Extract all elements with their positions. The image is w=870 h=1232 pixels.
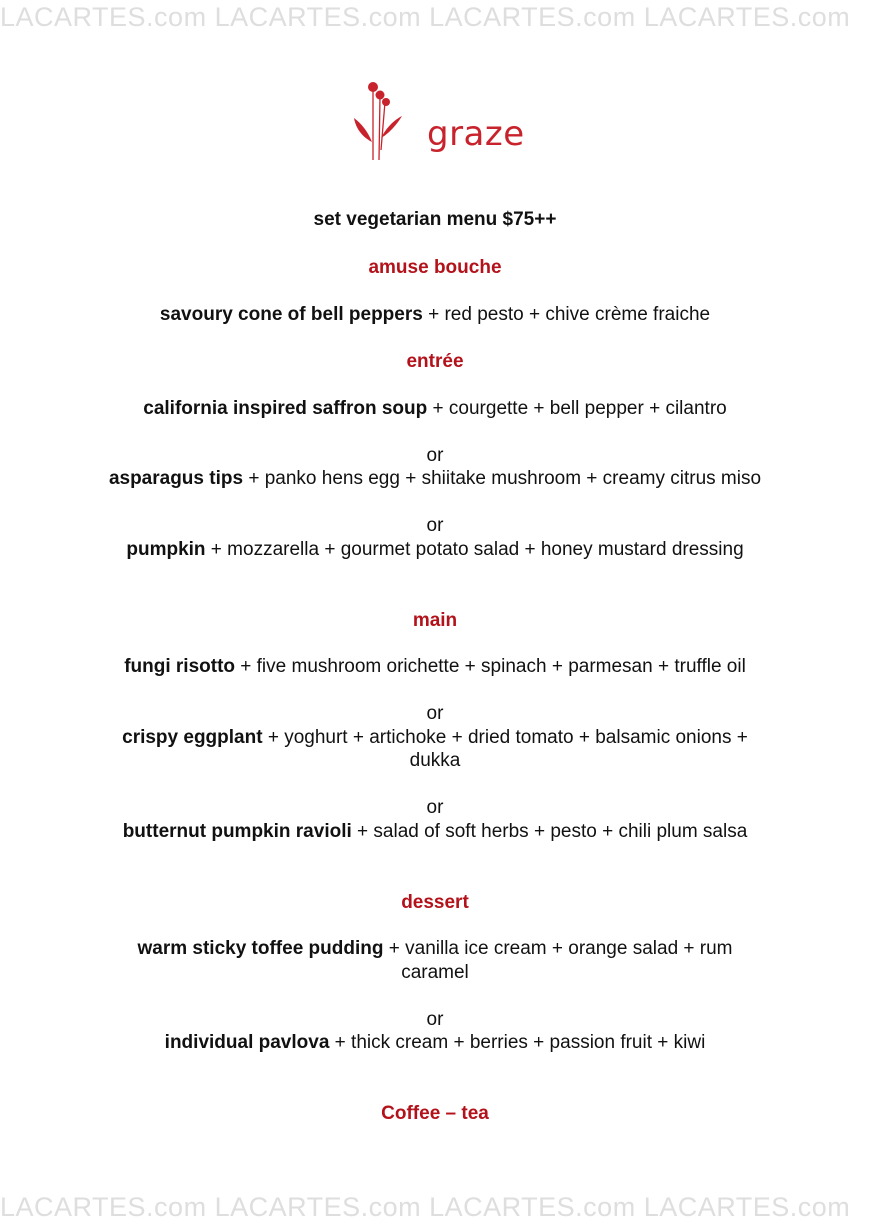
or-separator: or xyxy=(426,797,444,818)
dish-name: butternut pumpkin ravioli xyxy=(122,821,352,842)
watermark-text: LACARTES.com xyxy=(214,2,422,32)
section-heading-main: main xyxy=(412,610,458,631)
or-separator: or xyxy=(426,1009,444,1030)
menu-item xyxy=(0,1031,870,1054)
menu-item xyxy=(0,397,870,420)
dish-description: + yoghurt + artichoke + dried tomato + balsamic onions + xyxy=(262,727,748,748)
dish-description: + panko hens egg + shiitake mushroom + creamy citrus miso xyxy=(243,468,762,489)
menu-item xyxy=(0,303,870,326)
menu-item xyxy=(0,820,870,843)
watermark-bottom xyxy=(0,1192,870,1232)
menu-item-continued: dukka xyxy=(409,750,461,771)
dish-name: fungi risotto xyxy=(124,656,235,677)
watermark-top xyxy=(0,2,870,42)
menu-item-continued: caramel xyxy=(401,962,469,983)
brand-name: graze xyxy=(427,114,525,154)
menu-item xyxy=(0,937,870,960)
section-heading-amuse-bouche: amuse bouche xyxy=(368,257,502,278)
watermark-text: LACARTES.com xyxy=(214,1192,422,1222)
watermark-text: LACARTES.com xyxy=(643,2,851,32)
dish-description: + vanilla ice cream + orange salad + rum xyxy=(383,938,733,959)
dish-name: savoury cone of bell peppers xyxy=(159,304,423,325)
watermark-text: LACARTES.com xyxy=(429,2,636,32)
dish-description: + mozzarella + gourmet potato salad + honey mustard dressing xyxy=(205,539,744,560)
dish-description: + red pesto + chive crème fraiche xyxy=(422,304,711,325)
dish-name: warm sticky toffee pudding xyxy=(137,938,384,959)
menu-item xyxy=(0,655,870,678)
dish-name: pumpkin xyxy=(126,539,206,560)
dish-description: + five mushroom orichette + spinach + parmesan + truffle oil xyxy=(235,656,746,677)
dish-description: + thick cream + berries + passion fruit + kiwi xyxy=(329,1032,706,1053)
or-separator: or xyxy=(426,703,444,724)
menu-item xyxy=(0,726,870,749)
dish-name: california inspired saffron soup xyxy=(143,398,428,419)
watermark-text: LACARTES.com xyxy=(0,2,207,32)
dish-name: individual pavlova xyxy=(164,1032,330,1053)
flower-sprig-icon xyxy=(348,80,418,164)
section-heading-entree: entrée xyxy=(406,351,464,372)
watermark-text: LACARTES.com xyxy=(429,1192,636,1222)
watermark-text: LACARTES.com xyxy=(0,1192,207,1222)
or-separator: or xyxy=(426,445,444,466)
section-heading-dessert: dessert xyxy=(401,892,469,913)
dish-description: + salad of soft herbs + pesto + chili plum salsa xyxy=(351,821,748,842)
or-separator: or xyxy=(426,515,444,536)
dish-description: + courgette + bell pepper + cilantro xyxy=(427,398,727,419)
menu-title: set vegetarian menu $75++ xyxy=(313,209,557,230)
dish-name: crispy eggplant xyxy=(122,727,263,748)
dish-name: asparagus tips xyxy=(108,468,244,489)
graze-logo xyxy=(348,80,528,164)
section-heading-coffee-tea: Coffee – tea xyxy=(381,1103,489,1124)
menu-item xyxy=(0,467,870,490)
menu-item xyxy=(0,538,870,561)
watermark-text: LACARTES.com xyxy=(643,1192,851,1222)
